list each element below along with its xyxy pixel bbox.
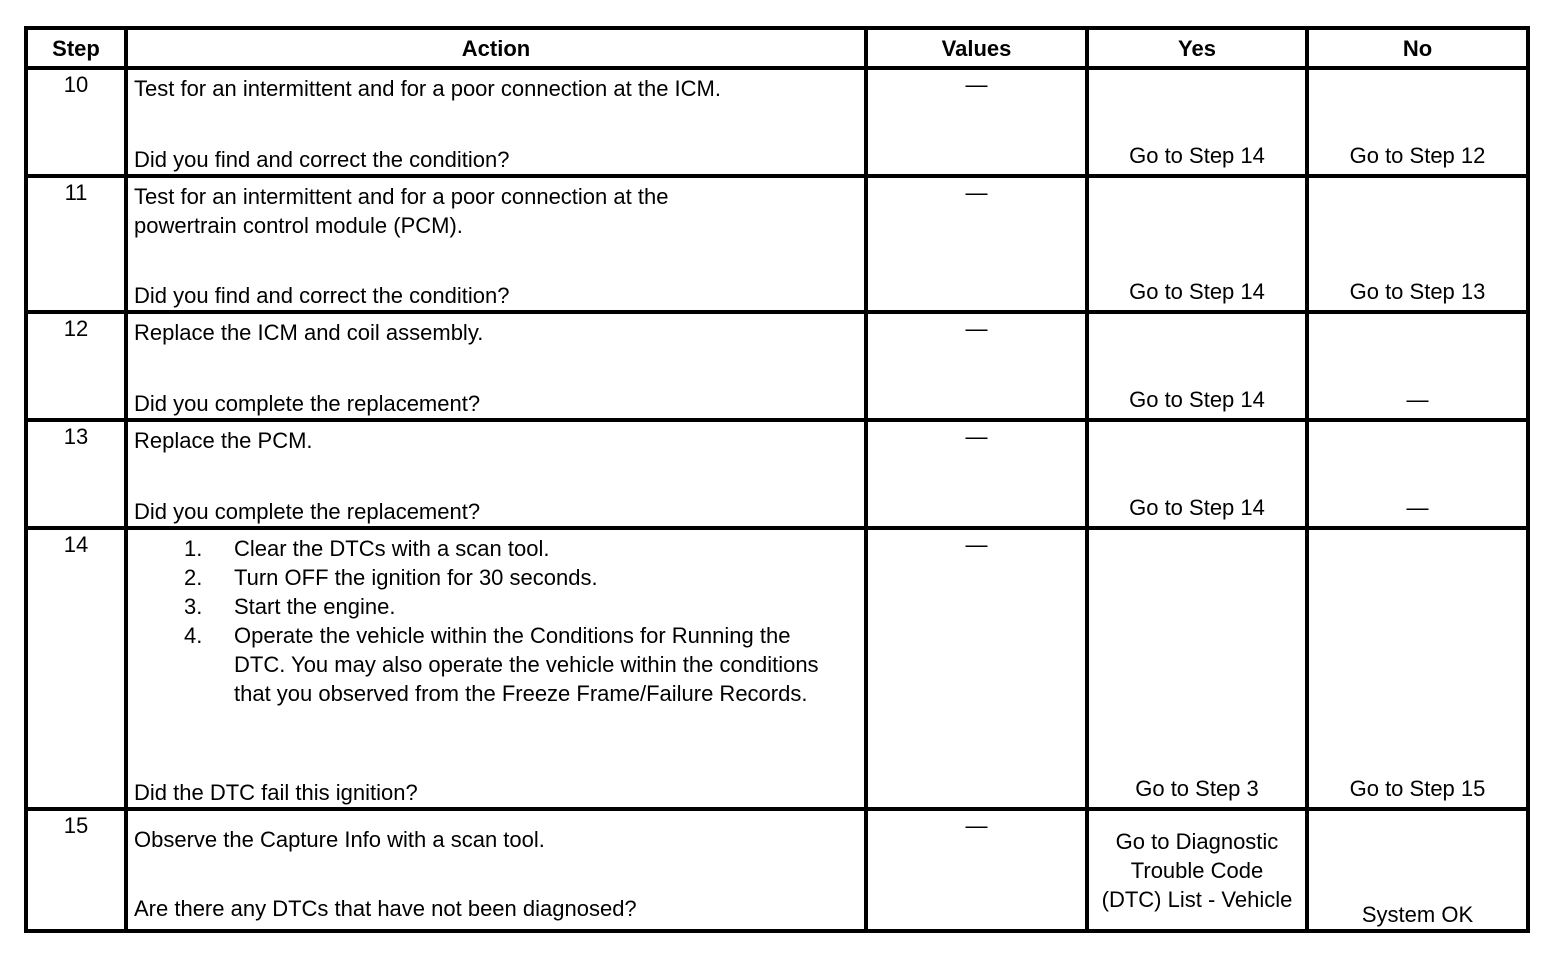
- action-question: Did you find and correct the condition?: [134, 283, 510, 308]
- no-cell: [1307, 528, 1528, 809]
- yes-cell: [1087, 176, 1307, 312]
- no-result: —: [1406, 387, 1429, 412]
- table-row: [26, 68, 1528, 176]
- yes-result: Go to Step 14: [1129, 279, 1265, 304]
- table-row: [26, 420, 1528, 528]
- header-yes: Yes: [1087, 28, 1307, 68]
- step-number: 11: [26, 176, 126, 312]
- table-row: [26, 176, 1528, 312]
- values-cell: —: [866, 420, 1087, 528]
- no-cell: [1307, 809, 1528, 931]
- step-number: 12: [26, 312, 126, 420]
- table-row: [26, 809, 1528, 931]
- yes-result: Go to Step 14: [1129, 495, 1265, 520]
- list-item: 3. Start the engine.: [184, 594, 396, 619]
- action-cell: [126, 809, 866, 931]
- values-cell: —: [866, 68, 1087, 176]
- yes-cell: [1087, 420, 1307, 528]
- no-cell: [1307, 312, 1528, 420]
- values-cell: —: [866, 312, 1087, 420]
- header-values: Values: [866, 28, 1087, 68]
- list-item: 2. Turn OFF the ignition for 30 seconds.: [184, 565, 598, 590]
- step-number: 15: [26, 809, 126, 931]
- step-number: 13: [26, 420, 126, 528]
- header-no: No: [1307, 28, 1528, 68]
- values-cell: —: [866, 176, 1087, 312]
- action-question: Are there any DTCs that have not been diagnosed?: [134, 896, 637, 921]
- action-cell: [126, 312, 866, 420]
- action-cell: [126, 528, 866, 809]
- no-cell: [1307, 68, 1528, 176]
- no-result: Go to Step 15: [1349, 776, 1486, 801]
- step-number: 14: [26, 528, 126, 809]
- yes-result: Go to Diagnostic Trouble Code (DTC) List - Vehicle: [1101, 828, 1293, 912]
- action-cell: [126, 68, 866, 176]
- action-cell: [126, 420, 866, 528]
- no-result: Go to Step 12: [1349, 143, 1486, 168]
- no-cell: [1307, 420, 1528, 528]
- no-result: System OK: [1361, 902, 1474, 927]
- yes-result: Go to Step 14: [1129, 143, 1265, 168]
- diagnostic-table: [24, 26, 1530, 933]
- action-text: Test for an intermittent and for a poor connection at the ICM.: [134, 76, 721, 101]
- table-row: [26, 528, 1528, 809]
- action-question: Did you complete the replacement?: [134, 391, 481, 416]
- action-steps-list: [134, 534, 858, 708]
- values-cell: —: [866, 528, 1087, 809]
- values-cell: —: [866, 809, 1087, 931]
- action-question: Did you find and correct the condition?: [134, 147, 510, 172]
- header-row: [26, 28, 1528, 68]
- header-step: Step: [26, 28, 126, 68]
- yes-cell: [1087, 68, 1307, 176]
- no-result: —: [1406, 495, 1429, 520]
- yes-result: Go to Step 3: [1135, 776, 1259, 801]
- action-text: Observe the Capture Info with a scan tool.: [134, 827, 545, 852]
- action-question: Did you complete the replacement?: [134, 499, 481, 524]
- yes-result: Go to Step 14: [1129, 387, 1265, 412]
- action-text: Replace the PCM.: [134, 428, 313, 453]
- yes-cell: [1087, 312, 1307, 420]
- step-number: 10: [26, 68, 126, 176]
- table-row: [26, 312, 1528, 420]
- action-question: Did the DTC fail this ignition?: [134, 780, 418, 805]
- list-item: 4. Operate the vehicle within the Conditions for Running the DTC. You may also operate the vehicle within the conditions that you observed from the Freeze Frame/Failure Records.: [184, 623, 819, 706]
- no-cell: [1307, 176, 1528, 312]
- yes-cell: [1087, 809, 1307, 931]
- list-item: 1. Clear the DTCs with a scan tool.: [184, 536, 550, 561]
- action-cell: [126, 176, 866, 312]
- header-action: Action: [126, 28, 866, 68]
- yes-cell: [1087, 528, 1307, 809]
- no-result: Go to Step 13: [1349, 279, 1486, 304]
- action-text: Test for an intermittent and for a poor connection at the powertrain control module (PCM).: [134, 184, 669, 238]
- action-text: Replace the ICM and coil assembly.: [134, 320, 484, 345]
